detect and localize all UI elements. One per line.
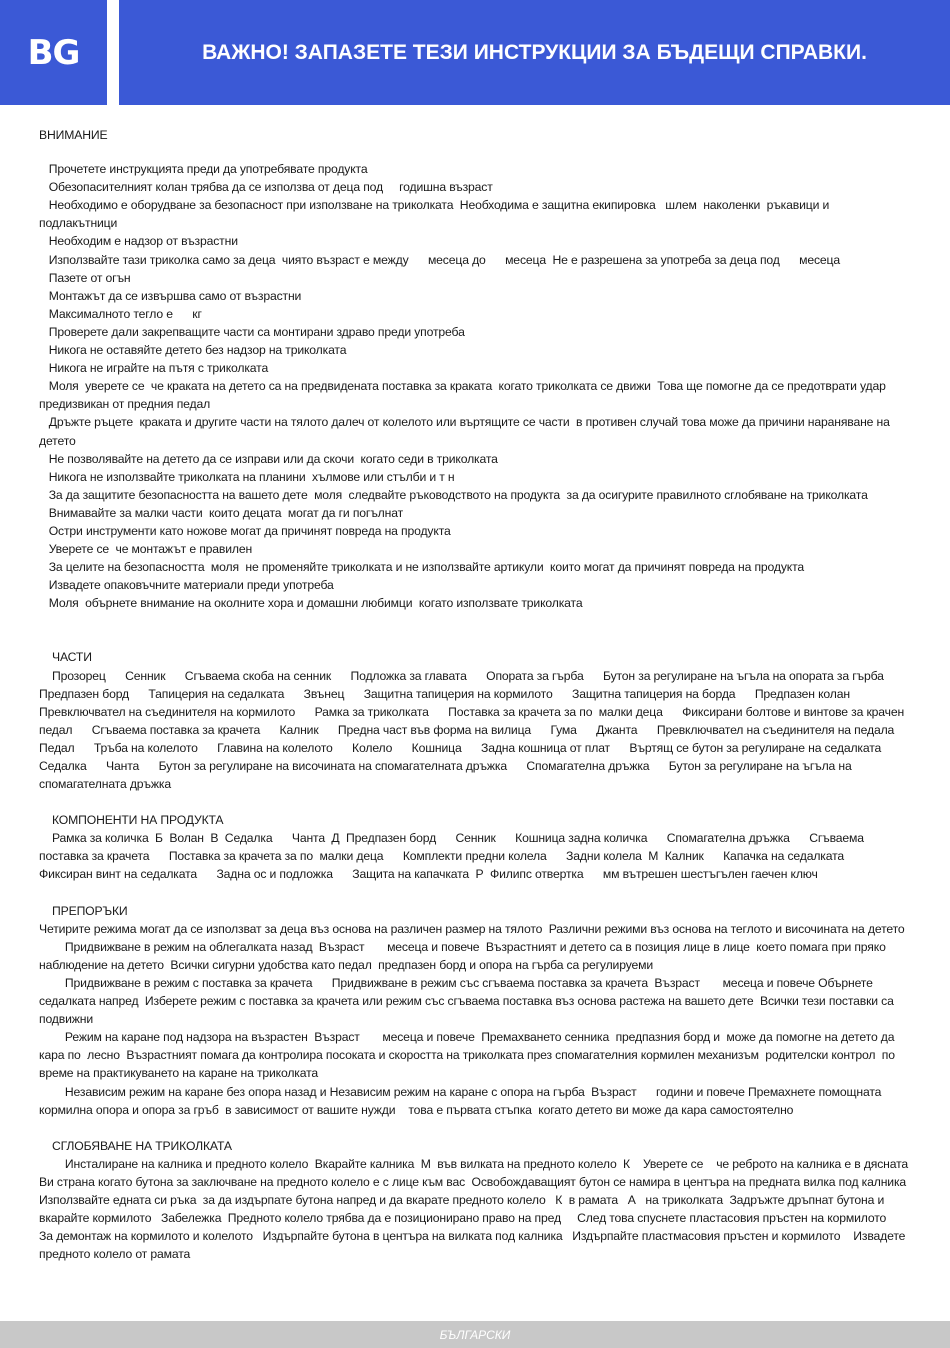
assembly-text: Инсталиране на калника и предното колело Вкарайте калника М във вилката на предното колело К Уверете се че реброто на калника е в дясната Ви страна когато бутона за заключване на предното колело е с лице към вас Освобождаващият бутон се намира в центъра на предната вилка под калника Използвайте едната си ръка за да издърпате бутона напред и да вкарате предното колело К в рамата А на триколката Задръжте дръпнат бутона и вкарайте кормилото Забележка Предното колело трябва да е позиционирано право на пред След това спуснете пластасовия пръстен на кормилото За демонтаж на кормилото и колелото Издърпайте бутона в центъра на вилката под калника Издърпайте пластмасовия пръстен и кормилото Извадете предното колело от рамата [39,1156,916,1262]
warning-item: Монтажът да се извършва само от възрастни [39,288,302,303]
components-heading: КОМПОНЕНТИ НА ПРОДУКТА [52,813,224,828]
warning-item: Моля обърнете внимание на околните хора и домашни любимци когато използвате триколката [39,596,583,611]
recommendations-paragraph: Придвижване в режим с поставка за крачета Придвижване в режим със сгъваема поставка за крачета Възраст месеца и повече Обърнете седалката напред Изберете режим с поставка за крачета или режим със сгъваема поставка въз основа растежа на вашето дете Всички тези поставки са подвижни [39,975,897,1027]
footer-language-label: БЪЛГАРСКИ [439,1327,511,1342]
warning-list [39,160,909,612]
document-body [39,126,916,1263]
spacer [39,612,909,648]
warning-item: Дръжте ръцете краката и другите части на тялото далеч от колелото или въртящите се части в противен случай това може да причини нараняване на детето [39,415,893,448]
assembly-heading: СГЛОБЯВАНЕ НА ТРИКОЛКАТА [52,1138,232,1153]
warning-item: Извадете опаковъчните материали преди употреба [39,578,334,593]
parts-heading: ЧАСТИ [52,650,92,665]
page-footer [0,1321,950,1348]
recommendations-heading: ПРЕПОРЪКИ [52,903,128,918]
warning-item: Моля уверете се че краката на детето са на предвидената поставка за краката когато триколката се движи Това ще помогне да се предотврати удар предизвикан от предния педал [39,379,893,412]
warning-item: Максималното тегло е кг [39,306,202,321]
spacer [39,793,909,811]
warning-item: Пазете от огън [39,270,131,285]
warning-item: Проверете дали закрепващите части са монтирани здраво преди употреба [39,324,465,339]
warning-item: За целите на безопасността моля не променяйте триколката и не използвайте артикули които могат да причинят повреда на продукта [39,560,805,575]
spacer [39,144,909,160]
warning-item: Необходимо е оборудване за безопасност при използване на триколката Необходима е защитна екипировка шлем наколенки ръкавици и подлакътници [39,198,833,231]
parts-list: Прозорец Сенник Сгъваема скоба на сенник Подложка за главата Опората за гърба Бутон за регулиране на ъгъла на опората за гърба Предпазен борд Тапицерия на седалката Звънец Защитна тапицерия на кормилото Защитна тапицерия на борда Предпазен колан Превключвател на съединителя на кормилото Рамка за триколката Поставка за крачета за по малки деца Фиксирани болтове и винтове за крачен педал Сгъваема поставка за крачета Калник Предна част във форма на вилица Гума Джанта Превключвател на съединителя на педала Педал Тръба на колелото Главина на колелото Колело Кошница Задна кошница от плат Въртящ се бутон за регулиране на седалката Седалка Чанта Бутон за регулиране на височината на спомагателната дръжка Спомагателна дръжка Бутон за регулиране на ъгъла на спомагателната дръжка [39,668,914,792]
warning-item: Уверете се че монтажът е правилен [39,542,253,557]
recommendations-paragraph: Независим режим на каране без опора назад и Независим режим на каране с опора на гърба Възраст години и повече Премахнете помощната кормилна опора и опора за гръб в зависимост от вашите нужди това е първата стъпка когато детето ви може да кара самостоятелно [39,1084,885,1117]
header-title-bar [119,0,950,105]
page-header [0,0,950,105]
warning-item: Прочетете инструкцията преди да употребявате продукта [39,162,368,177]
warning-item: Обезопасителният колан трябва да се използва от деца под годишна възраст [39,180,493,195]
warning-item: Необходим е надзор от възрастни [39,234,238,249]
warning-item: Не позволявайте на детето да се изправи или да скочи когато седи в триколката [39,451,498,466]
warning-item: Внимавайте за малки части които децата могат да ги погълнат [39,505,403,520]
warning-heading: ВНИМАНИЕ [39,128,108,142]
spacer [39,884,909,902]
recommendations-paragraph: Четирите режима могат да се използват за деца въз основа на различен размер на тялото Различни режими въз основа на теглото и височината на детето [39,921,905,936]
warning-item: За да защитите безопасността на вашето дете моля следвайте ръководството на продукта за да осигурите правилното сглобяване на триколката [39,487,868,502]
warning-item: Остри инструменти като ножове могат да причинят повреда на продукта [39,523,451,538]
warning-item: Използвайте тази триколка само за деца чиято възраст е между месеца до месеца Не е разрешена за употреба за деца под месеца [39,252,841,267]
warning-item: Никога не използвайте триколката на планини хълмове или стълби и т н [39,469,455,484]
spacer [39,1119,909,1137]
warning-item: Никога не играйте на пътя с триколката [39,361,269,376]
recommendations-paragraph: Режим на каране под надзора на възрастен Възраст месеца и повече Премахването сенника предпазния борд и може да помогне на детето да кара по лесно Възрастният помага да контролира посоката и скоростта на триколката през спомагателния кормилен механизъм родителски контрол по време на практикуването на каране на триколката [39,1030,899,1081]
warning-item: Никога не оставяйте детето без надзор на триколката [39,343,347,358]
page-title: ВАЖНО! ЗАПАЗЕТЕ ТЕЗИ ИНСТРУКЦИИ ЗА БЪДЕЩИ СПРАВКИ. [202,40,867,64]
language-badge [0,0,107,105]
components-list: Рамка за количка Б Волан В Седалка Чанта Д Предпазен борд Сенник Кошница задна количка Спомагателна дръжка Сгъваема поставка за крачета Поставка за крачета за по малки деца Комплекти предни колела Задни колела М Калник Капачка на седалката Фиксиран винт на седалката Задна ос и подложка Защита на капачката Р Филипс отвертка мм вътрешен шестъгълен гаечен ключ [39,831,868,882]
recommendations-paragraph: Придвижване в режим на облегалката назад Възраст месеца и повече Възрастният и детето са в позиция лице в лице което помага при пряко наблюдение на детето Всички сигурни удобства като педал предпазен борд и опора на гърба са регулируеми [39,939,889,972]
language-code: BG [27,32,80,73]
